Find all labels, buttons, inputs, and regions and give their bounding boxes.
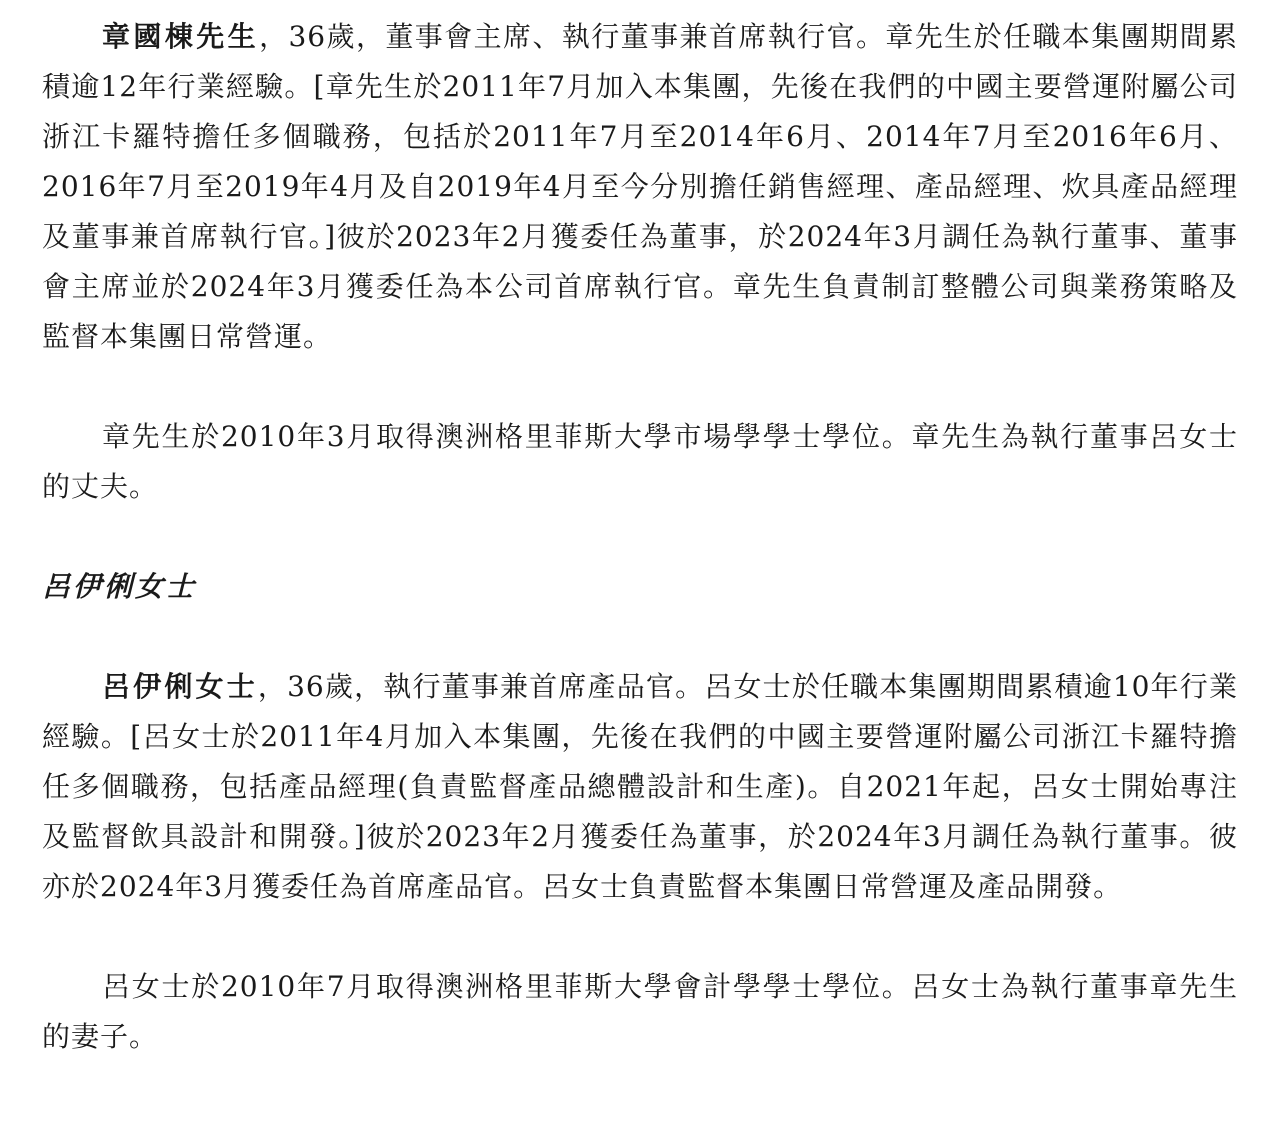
bio-text-zhang: ，36歲，董事會主席、執行董事兼首席執行官。章先生於任職本集團期間累積逾12年行業經驗。[章先生於2011年7月加入本集團，先後在我們的中國主要營運附屬公司浙江卡羅特擔任多個職務，包括於2011年7月至2014年6月、2014年7月至2016年6月、2016年7月至2019年4月及自2019年4月至今分別擔任銷售經理、產品經理、炊具產品經理及董事兼首席執行官。]彼於2023年2月獲委任為董事，於2024年3月調任為執行董事、董事會主席並於2024年3月獲委任為本公司首席執行官。章先生負責制訂整體公司與業務策略及監督本集團日常營運。 (42, 20, 1238, 353)
bio-name-zhang: 章國棟先生 (102, 20, 260, 53)
bio-text-lu: ，36歲，執行董事兼首席產品官。呂女士於任職本集團期間累積逾10年行業經驗。[呂女士於2011年4月加入本集團，先後在我們的中國主要營運附屬公司浙江卡羅特擔任多個職務，包括產品經理(負責監督產品總體設計和生產)。自2021年起，呂女士開始專注及監督飲具設計和開發。]彼於2023年2月獲委任為董事，於2024年3月調任為執行董事。彼亦於2024年3月獲委任為首席產品官。呂女士負責監督本集團日常營運及產品開發。 (42, 670, 1238, 903)
document-page (42, 12, 1238, 1112)
section-heading-lu: 呂伊俐女士 (42, 570, 198, 603)
bio-paragraph-zhang (42, 12, 1238, 362)
bio-name-lu: 呂伊俐女士 (102, 670, 258, 703)
education-paragraph-lu: 呂女士於2010年7月取得澳洲格里菲斯大學會計學學士學位。呂女士為執行董事章先生的妻子。 (42, 970, 1238, 1053)
education-paragraph-zhang: 章先生於2010年3月取得澳洲格里菲斯大學市場學學士學位。章先生為執行董事呂女士的丈夫。 (42, 420, 1238, 503)
bio-paragraph-lu (42, 662, 1238, 912)
